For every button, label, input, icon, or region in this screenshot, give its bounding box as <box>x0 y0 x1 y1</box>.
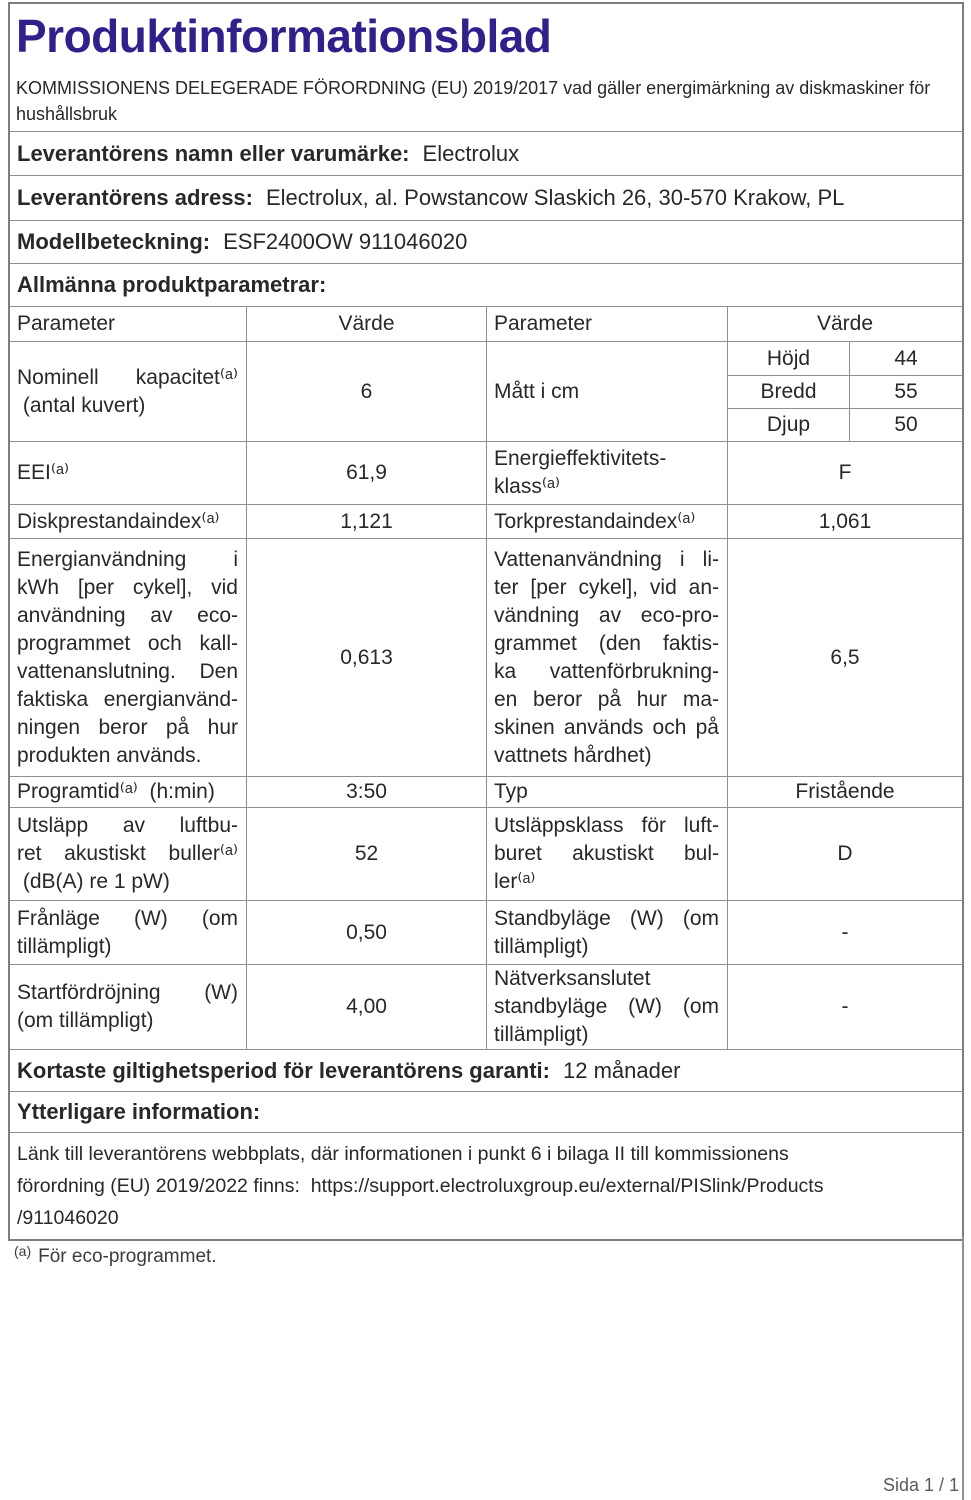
noise-label: Utsläpp av luftbu- ret akustiskt buller⁽ᵃ⁾ (dB(A) re 1 pW) <box>17 814 238 893</box>
regulation-subtitle: KOMMISSIONENS DELEGERADE FÖRORDNING (EU) 2019/2017 vad gäller energimärkning av diskmaskiner för hushållsbruk <box>16 77 931 124</box>
supplier-name-label: Leverantörens namn eller varumärke: <box>17 140 410 166</box>
noise-class-label: Utsläppsklass för luft- buret akustiskt bul- ler⁽ᵃ⁾ <box>486 808 727 900</box>
noise-row <box>10 808 962 901</box>
capacity-dimensions-row <box>10 342 962 442</box>
delay-start-value: 4,00 <box>246 965 486 1049</box>
energy-class-value: F <box>727 442 962 504</box>
page-indicator: Sida 1 / 1 <box>882 1475 959 1495</box>
eei-row <box>10 442 962 505</box>
dry-index-label: Torkprestandaindex⁽ᵃ⁾ <box>486 505 727 538</box>
program-time-value: 3:50 <box>246 777 486 807</box>
footnote-text: För eco-programmet. <box>38 1246 217 1267</box>
network-standby-value: - <box>727 965 962 1049</box>
dimension-width-label: Bredd <box>728 375 850 408</box>
program-time-row <box>10 777 962 808</box>
additional-info-heading-row <box>10 1092 962 1133</box>
standby-label: Standbyläge (W) (om tillämpligt) <box>486 901 727 964</box>
title-block <box>10 4 962 132</box>
capacity-value: 6 <box>246 342 486 441</box>
additional-info-heading: Ytterligare information: <box>17 1099 261 1124</box>
delay-start-row <box>10 965 962 1050</box>
water-use-label: Vattenanvändning i li- ter [per cykel], vid an- vändning av eco-pro- grammet (den faktis- ka vattenförbrukning- en beror på hur ma- skinen används och på vattnets hårdhet) <box>486 539 727 776</box>
footnote-marker: (a) <box>14 1243 32 1259</box>
program-time-label: Programtid⁽ᵃ⁾ (h:min) <box>17 780 215 803</box>
table-header-row <box>10 307 962 342</box>
dry-index-value: 1,061 <box>727 505 962 538</box>
energy-use-label: Energianvändning i kWh [per cykel], vid användning av eco- programmet och kall- vattenanslutning. Den faktiska energianvänd- ningen beror på hur produkten används. <box>17 547 238 767</box>
wash-index-label: Diskprestandaindex⁽ᵃ⁾ <box>17 509 220 533</box>
general-params-heading-row <box>10 264 962 307</box>
dimensions-label: Mått i cm <box>486 342 727 441</box>
energy-use-value: 0,613 <box>246 539 486 776</box>
supplier-name-value: Electrolux <box>422 140 520 166</box>
eei-label: EEI⁽ᵃ⁾ <box>17 461 69 484</box>
supplier-address-value: Electrolux, al. Powstancow Slaskich 26, 30-570 Krakow, PL <box>266 185 845 210</box>
energy-class-label: Energieffektivitets- klass⁽ᵃ⁾ <box>486 442 727 504</box>
header-varde-1: Värde <box>246 307 486 341</box>
noise-class-value: D <box>727 808 962 900</box>
supplier-link-paragraph: Länk till leverantörens webbplats, där informationen i punkt 6 i bilaga II till kommissionens förordning (EU) 2019/2022 finns: https://support.electroluxgroup.eu/external/PISlink/Products /911046020 <box>17 1143 824 1229</box>
off-mode-value: 0,50 <box>246 901 486 964</box>
dimensions-subtable <box>727 342 962 441</box>
header-parameter-2: Parameter <box>486 307 727 341</box>
warranty-row <box>10 1050 962 1092</box>
performance-index-row <box>10 505 962 539</box>
warranty-label: Kortaste giltighetsperiod för leverantörens garanti: <box>17 1057 550 1083</box>
document-table <box>8 2 964 1241</box>
supplier-address-row <box>10 176 962 221</box>
supplier-name-row <box>10 132 962 176</box>
off-mode-row <box>10 901 962 965</box>
header-varde-2: Värde <box>727 307 962 341</box>
model-value: ESF2400OW 911046020 <box>223 229 468 254</box>
supplier-address-label: Leverantörens adress: <box>17 185 253 210</box>
page-title: Produktinformationsblad <box>16 10 552 62</box>
network-standby-label: Nätverksanslutet standbyläge (W) (om tillämpligt) <box>486 965 727 1049</box>
noise-value: 52 <box>246 808 486 900</box>
page-edge-line <box>962 1236 964 1500</box>
dimension-depth-value: 50 <box>850 408 962 441</box>
capacity-label: Nominell kapacitet⁽ᵃ⁾ (antal kuvert) <box>17 365 238 417</box>
delay-start-label: Startfördröjning (W) (om tillämpligt) <box>17 981 238 1032</box>
off-mode-label: Frånläge (W) (om tillämpligt) <box>17 906 238 958</box>
standby-value: - <box>727 901 962 964</box>
header-parameter-1: Parameter <box>17 312 116 335</box>
wash-index-value: 1,121 <box>246 505 486 538</box>
model-row <box>10 221 962 264</box>
consumption-row <box>10 539 962 777</box>
water-use-value: 6,5 <box>727 539 962 776</box>
dimension-width-value: 55 <box>850 375 962 408</box>
type-value: Fristående <box>727 777 962 807</box>
type-label: Typ <box>486 777 727 807</box>
general-params-heading: Allmänna produktparametrar: <box>17 272 327 297</box>
dimension-height-label: Höjd <box>728 342 850 375</box>
warranty-value: 12 månader <box>562 1057 681 1083</box>
dimension-height-value: 44 <box>894 346 918 370</box>
footnote <box>14 1243 217 1268</box>
eei-value: 61,9 <box>246 442 486 504</box>
model-label: Modellbeteckning: <box>17 229 211 254</box>
dimension-depth-label: Djup <box>728 408 850 441</box>
